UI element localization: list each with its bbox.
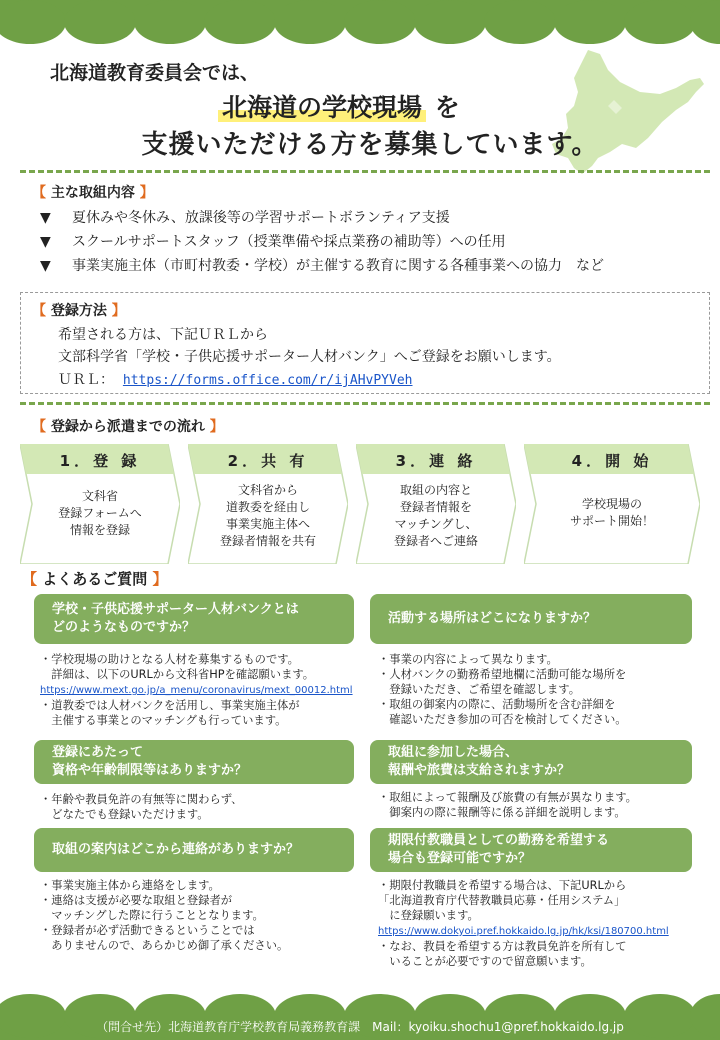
flow-step-text: 学校現場の サポート開始！: [569, 497, 654, 528]
flow-step-3: [356, 444, 516, 564]
faq-question-reward[interactable]: 取組に参加した場合、 報酬や旅費は支給されますか？: [370, 740, 692, 784]
faq-answer-bank: ・学校現場の助けとなる人材を募集するものです。 詳細は、以下のURLから文科省HPを確認願います。 https://www.mext.go.jp/a_menu/coronavirus/mext_00012.html ・道教委では人材バンクを活用し、事業実施主体が 主催する事業とのマッチングも行っています。: [40, 653, 353, 727]
faq-question-qualification[interactable]: 登録にあたって 資格や年齢制限等はありますか？: [34, 740, 354, 784]
registration-url-row: ＵＲＬ： https://forms.office.com/r/ijAHvPYVeh: [58, 372, 413, 388]
header-subheadline: 支援いただける方を募集しています。: [141, 130, 599, 160]
flow-step-label: 3．連 絡: [395, 452, 477, 470]
mext-link[interactable]: https://www.mext.go.jp/a_menu/coronavirus/mext_00012.html: [40, 685, 353, 696]
activity-item: ▼ スクールサポートスタッフ（授業準備や採点業務の補助等）への任用: [40, 234, 506, 250]
headline-particle: を: [434, 93, 460, 122]
header-headline: [218, 88, 460, 124]
registration-line2: 文部科学省「学校・子供応援サポーター人材バンク」へご登録をお願いします。: [58, 349, 561, 365]
faq-question-bank[interactable]: 学校・子供応援サポーター人材バンクとは どのようなものですか？: [34, 594, 354, 644]
flow-title: 【 登録から派遣までの流れ 】: [32, 419, 224, 435]
registration-line1: 希望される方は、下記ＵＲＬから: [58, 327, 268, 343]
faq-answer-qualification: ・年齢や教員免許の有無等に関わらず、 どなたでも登録いただけます。: [40, 793, 243, 821]
flow-step-1: [20, 444, 180, 564]
faq-answer-reward: ・取組によって報酬及び旅費の有無が異なります。 御案内の際に報酬等に係る詳細を説明します。: [378, 791, 637, 819]
faq-answer-contact: ・事業実施主体から連絡をします。 ・連絡は支援が必要な取組と登録者が マッチングした際に行うこととなります。 ・登録者が必ず活動できるということでは ありませんので、あらかじめ御了承ください。: [40, 879, 289, 952]
registration-title: 【 登録方法 】: [32, 303, 126, 319]
divider-dashed: [20, 402, 710, 405]
dokyoi-link[interactable]: https://www.dokyoi.pref.hokkaido.lg.jp/hk/ksi/180700.html: [378, 926, 669, 937]
faq-answer-temporary-staff: ・期限付教職員を希望する場合は、下記URLから 「北海道教育庁代替教職員応募・任用システム」 に登録願います。 https://www.dokyoi.pref.hokkaido.lg.jp/hk/ksi/180700.html ・なお、教員を希望する方は教員免許を所有して いることが必要ですので留意願います。: [378, 879, 669, 968]
faq-question-contact[interactable]: 取組の案内はどこから連絡がありますか？: [34, 828, 354, 872]
flow-step-2: [188, 444, 348, 564]
activities-title: 【 主な取組内容 】: [32, 185, 154, 201]
flow-step-4: [524, 444, 700, 564]
activities-list: [40, 206, 604, 278]
flow-step-text: 取組の内容と 登録者情報を マッチングし、 登録者へご連絡: [393, 483, 478, 548]
divider-dashed: [20, 170, 710, 173]
flow-step-text: 文科省 登録フォームへ 情報を登録: [58, 489, 142, 537]
top-scallop-border: [0, 0, 720, 50]
faq-question-location[interactable]: 活動する場所はどこになりますか？: [370, 594, 692, 644]
registration-url-link[interactable]: https://forms.office.com/r/ijAHvPYVeh: [122, 373, 413, 388]
headline-highlight: 北海道の学校現場: [218, 93, 426, 122]
flow-step-label: 2．共 有: [227, 452, 309, 470]
activity-item: ▼ 事業実施主体（市町村教委・学校）が主催する教育に関する各種事業への協力 など: [40, 258, 604, 274]
faq-question-temporary-staff[interactable]: 期限付教職員としての勤務を希望する 場合も登録可能ですか？: [370, 828, 692, 872]
faq-title: 【 よくあるご質問 】: [22, 570, 168, 588]
header-intro: 北海道教育委員会では、: [50, 62, 260, 84]
flow-step-text: 文科省から 道教委を経由し 事業実施主体へ 登録者情報を共有: [219, 483, 316, 548]
flow-step-label: 4．開 始: [571, 452, 653, 470]
footer-contact: （問合せ先）北海道教育庁学校教育局義務教育課 Mail：kyoiku.shochu1@pref.hokkaido.lg.jp: [96, 1020, 624, 1034]
faq-answer-location: ・事業の内容によって異なります。 ・人材バンクの勤務希望地欄に活動可能な場所を 登録いただき、ご希望を確認します。 ・取組の御案内の際に、活動場所を含む詳細を 確認いただき参加の可否を検討してください。: [378, 653, 627, 726]
flow-step-label: 1．登 録: [59, 452, 141, 470]
activity-item: ▼ 夏休みや冬休み、放課後等の学習サポートボランティア支援: [40, 210, 450, 226]
